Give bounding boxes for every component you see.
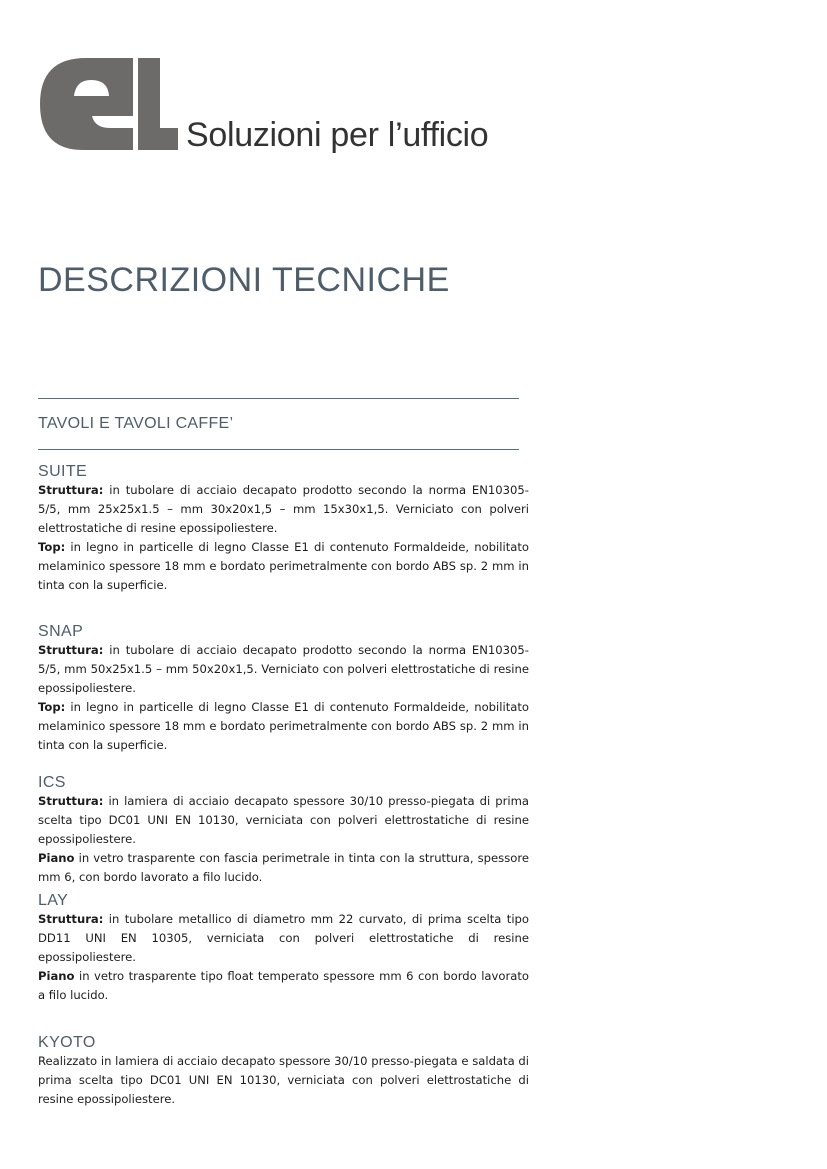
product-name: ICS: [38, 774, 66, 791]
paragraph-label: Struttura:: [38, 483, 104, 497]
paragraph-text: in tubolare di acciaio decapato prodotto secondo la norma EN10305-5/5, mm 25x25x1.5 – mm 30x20x1,5 – mm 15x30x1,5. Verniciato con polveri elettrostatiche di resine epossipoliestere.: [38, 483, 529, 535]
paragraph-label: Top:: [38, 540, 66, 554]
paragraph-text: in tubolare di acciaio decapato prodotto secondo la norma EN10305-5/5, mm 50x25x1.5 – mm 50x20x1,5. Verniciato con polveri elettrostatiche di resine epossipoliestere.: [38, 643, 529, 695]
paragraph-label: Struttura:: [38, 912, 104, 926]
product-paragraph: [38, 967, 529, 1005]
paragraph-text: in lamiera di acciaio decapato spessore 30/10 presso-piegata di prima scelta tipo DC01 UNI EN 10130, verniciata con polveri elettrostatiche di resine epossipoliestere.: [38, 794, 529, 846]
product-lay: [38, 891, 529, 1005]
paragraph-text: in vetro trasparente con fascia perimetrale in tinta con la struttura, spessore mm 6, con bordo lavorato a filo lucido.: [38, 851, 529, 884]
paragraph-label: Struttura:: [38, 794, 104, 808]
product-name: SUITE: [38, 463, 88, 480]
brand-tagline: Soluzioni per l’ufficio: [186, 116, 489, 154]
paragraph-label: Top:: [38, 700, 66, 714]
product-name: SNAP: [38, 623, 84, 640]
product-paragraph: [38, 698, 529, 755]
paragraph-label: Struttura:: [38, 643, 104, 657]
paragraph-text: Realizzato in lamiera di acciaio decapato spessore 30/10 presso-piegata e saldata di prima scelta tipo DC01 UNI EN 10130, verniciata con polveri elettrostatiche di resine epossipoliestere.: [38, 1054, 529, 1106]
el-logo: [38, 56, 178, 152]
product-name: KYOTO: [38, 1034, 96, 1051]
paragraph-label: Piano: [38, 851, 75, 865]
product-snap: [38, 622, 529, 755]
product-paragraph: [38, 1052, 529, 1109]
product-suite: [38, 462, 529, 595]
product-kyoto: [38, 1033, 529, 1109]
product-paragraph: [38, 910, 529, 967]
product-name: LAY: [38, 892, 69, 909]
product-ics: [38, 773, 529, 887]
paragraph-label: Piano: [38, 969, 75, 983]
paragraph-text: in legno in particelle di legno Classe E1 di contenuto Formaldeide, nobilitato melaminico spessore 18 mm e bordato perimetralmente con bordo ABS sp. 2 mm in tinta con la superficie.: [38, 540, 529, 592]
paragraph-text: in vetro trasparente tipo float temperato spessore mm 6 con bordo lavorato a filo lucido.: [38, 969, 529, 1002]
page-title: DESCRIZIONI TECNICHE: [38, 261, 450, 299]
section-heading: TAVOLI E TAVOLI CAFFE’: [38, 415, 234, 432]
divider-bottom: [38, 449, 519, 450]
product-paragraph: [38, 849, 529, 887]
divider-top: [38, 398, 519, 399]
paragraph-text: in legno in particelle di legno Classe E1 di contenuto Formaldeide, nobilitato melaminico spessore 18 mm e bordato perimetralmente con bordo ABS sp. 2 mm in tinta con la superficie.: [38, 700, 529, 752]
product-paragraph: [38, 641, 529, 698]
product-paragraph: [38, 792, 529, 849]
product-paragraph: [38, 481, 529, 538]
paragraph-text: in tubolare metallico di diametro mm 22 curvato, di prima scelta tipo DD11 UNI EN 10305, verniciata con polveri elettrostatiche di resine epossipoliestere.: [38, 912, 529, 964]
product-paragraph: [38, 538, 529, 595]
